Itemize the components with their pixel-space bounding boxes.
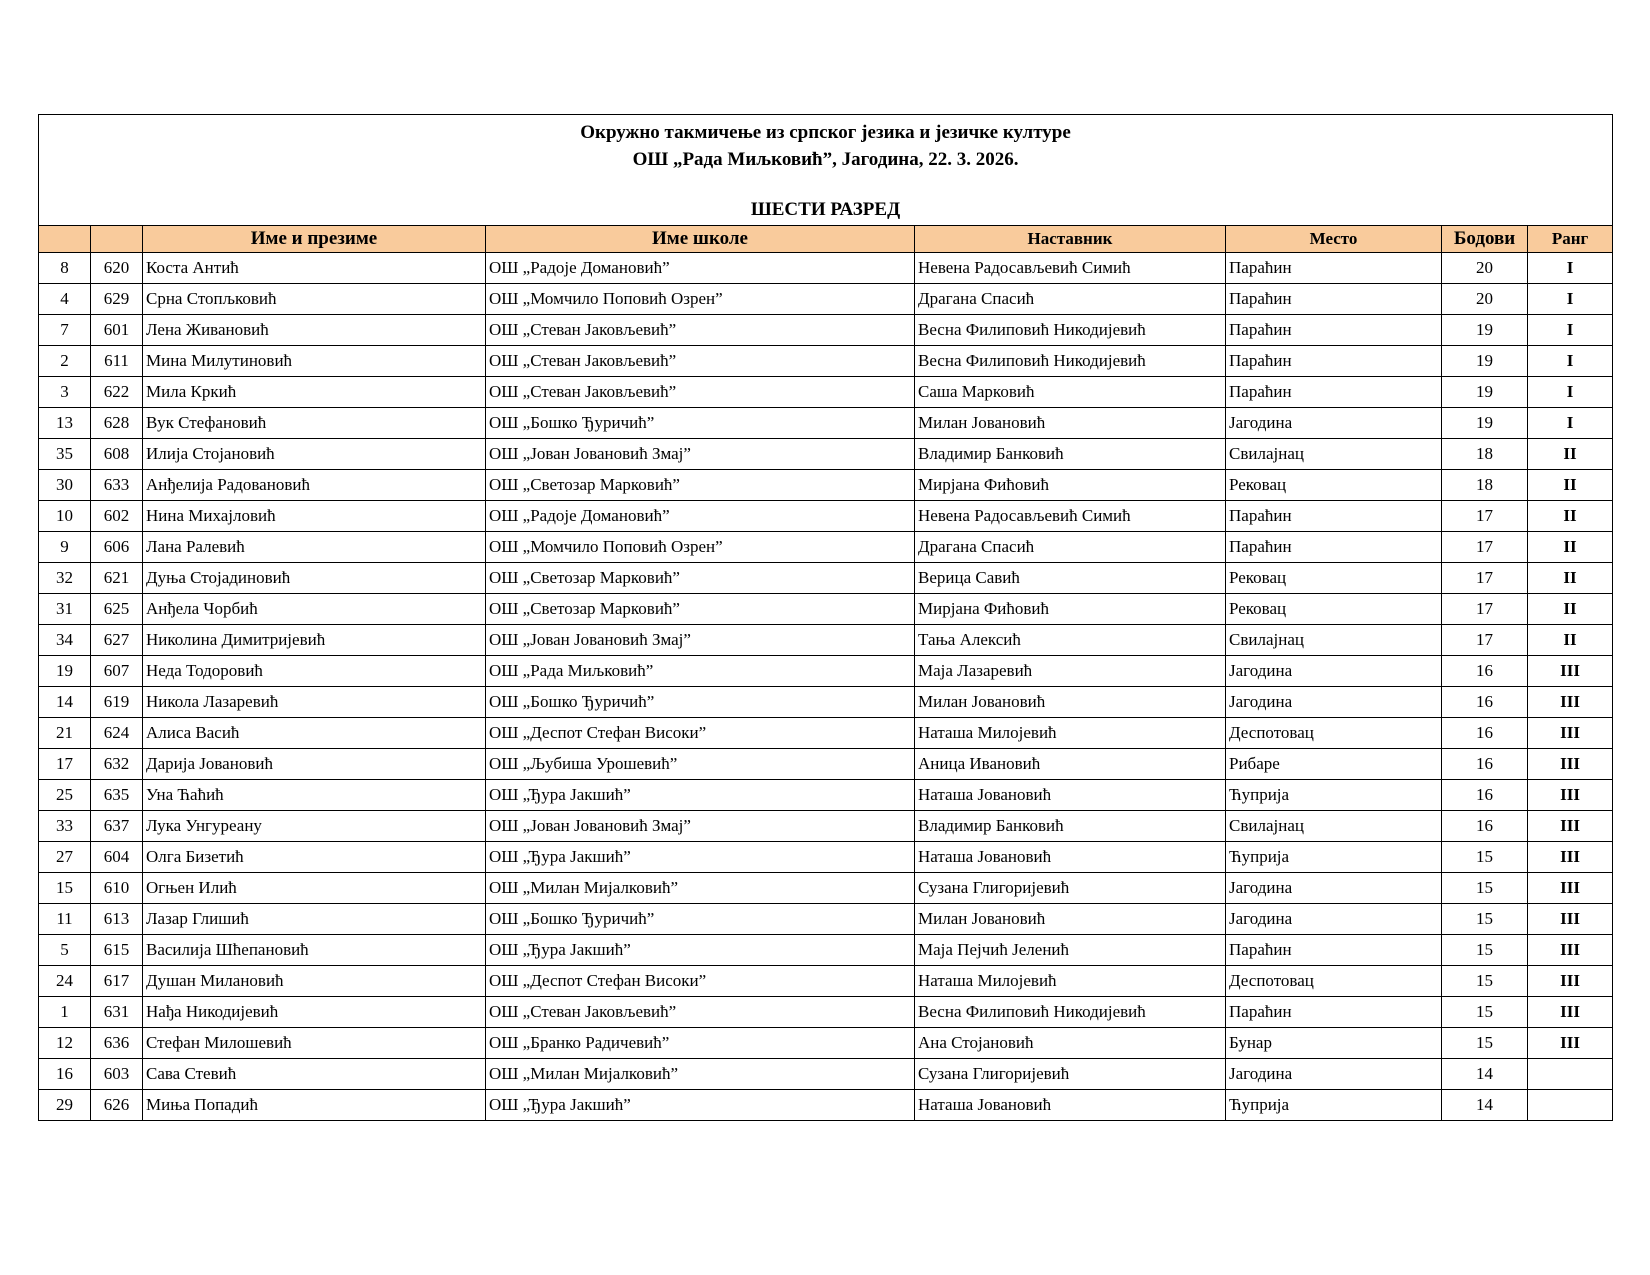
cell-place: Свилајнац	[1226, 811, 1442, 842]
table-row	[39, 811, 1613, 842]
cell-place: Деспотовац	[1226, 966, 1442, 997]
cell-teacher: Мирјана Фићовић	[915, 470, 1226, 501]
cell-name: Анђела Чорбић	[143, 594, 486, 625]
cell-num: 30	[39, 470, 91, 501]
cell-rank: III	[1528, 904, 1613, 935]
cell-code: 624	[91, 718, 143, 749]
cell-name: Лана Ралевић	[143, 532, 486, 563]
cell-school: ОШ „Стеван Јаковљевић”	[486, 377, 915, 408]
cell-rank: I	[1528, 346, 1613, 377]
cell-school: ОШ „Јован Јовановић Змај”	[486, 625, 915, 656]
cell-teacher: Сузана Глигоријевић	[915, 873, 1226, 904]
table-row	[39, 532, 1613, 563]
cell-points: 16	[1442, 656, 1528, 687]
cell-points: 18	[1442, 439, 1528, 470]
cell-teacher: Наташа Јовановић	[915, 842, 1226, 873]
cell-code: 615	[91, 935, 143, 966]
cell-rank: III	[1528, 687, 1613, 718]
cell-rank: III	[1528, 935, 1613, 966]
cell-name: Василија Шћепановић	[143, 935, 486, 966]
cell-num: 31	[39, 594, 91, 625]
cell-place: Параћин	[1226, 997, 1442, 1028]
cell-points: 15	[1442, 904, 1528, 935]
cell-num: 33	[39, 811, 91, 842]
cell-teacher: Маја Пејчић Јеленић	[915, 935, 1226, 966]
cell-rank: II	[1528, 563, 1613, 594]
cell-school: ОШ „Бошко Ђуричић”	[486, 687, 915, 718]
cell-school: ОШ „Стеван Јаковљевић”	[486, 346, 915, 377]
cell-points: 17	[1442, 563, 1528, 594]
cell-place: Ћуприја	[1226, 842, 1442, 873]
cell-num: 25	[39, 780, 91, 811]
cell-rank: III	[1528, 656, 1613, 687]
cell-place: Ћуприја	[1226, 780, 1442, 811]
cell-place: Рибаре	[1226, 749, 1442, 780]
cell-place: Рековац	[1226, 470, 1442, 501]
cell-name: Нина Михајловић	[143, 501, 486, 532]
cell-name: Сава Стевић	[143, 1059, 486, 1090]
cell-place: Јагодина	[1226, 873, 1442, 904]
cell-num: 14	[39, 687, 91, 718]
cell-name: Уна Ћаћић	[143, 780, 486, 811]
cell-place: Рековац	[1226, 563, 1442, 594]
table-row	[39, 966, 1613, 997]
cell-code: 617	[91, 966, 143, 997]
cell-num: 24	[39, 966, 91, 997]
cell-points: 19	[1442, 346, 1528, 377]
cell-place: Јагодина	[1226, 656, 1442, 687]
table-row	[39, 904, 1613, 935]
col-header-teacher: Наставник	[915, 226, 1226, 253]
cell-num: 2	[39, 346, 91, 377]
table-row	[39, 315, 1613, 346]
cell-name: Срна Стопљковић	[143, 284, 486, 315]
cell-school: ОШ „Светозар Марковић”	[486, 470, 915, 501]
cell-school: ОШ „Ђура Јакшић”	[486, 935, 915, 966]
cell-school: ОШ „Јован Јовановић Змај”	[486, 439, 915, 470]
cell-rank: III	[1528, 749, 1613, 780]
col-header-school: Име школе	[486, 226, 915, 253]
cell-teacher: Наташа Јовановић	[915, 780, 1226, 811]
cell-code: 633	[91, 470, 143, 501]
cell-school: ОШ „Милан Мијалковић”	[486, 873, 915, 904]
cell-school: ОШ „Деспот Стефан Високи”	[486, 718, 915, 749]
cell-teacher: Милан Јовановић	[915, 904, 1226, 935]
cell-points: 19	[1442, 408, 1528, 439]
cell-teacher: Милан Јовановић	[915, 408, 1226, 439]
cell-place: Параћин	[1226, 501, 1442, 532]
cell-place: Ћуприја	[1226, 1090, 1442, 1121]
cell-rank: I	[1528, 315, 1613, 346]
cell-points: 18	[1442, 470, 1528, 501]
table-row	[39, 687, 1613, 718]
cell-teacher: Аница Ивановић	[915, 749, 1226, 780]
cell-name: Огњен Илић	[143, 873, 486, 904]
cell-code: 635	[91, 780, 143, 811]
cell-code: 637	[91, 811, 143, 842]
table-row	[39, 625, 1613, 656]
cell-rank: III	[1528, 780, 1613, 811]
cell-teacher: Драгана Спасић	[915, 284, 1226, 315]
table-row	[39, 346, 1613, 377]
cell-points: 17	[1442, 532, 1528, 563]
table-row	[39, 377, 1613, 408]
cell-name: Лена Живановић	[143, 315, 486, 346]
cell-school: ОШ „Радоје Домановић”	[486, 253, 915, 284]
cell-num: 21	[39, 718, 91, 749]
cell-name: Стефан Милошевић	[143, 1028, 486, 1059]
cell-num: 3	[39, 377, 91, 408]
cell-rank: III	[1528, 718, 1613, 749]
cell-rank: III	[1528, 842, 1613, 873]
cell-rank: III	[1528, 811, 1613, 842]
cell-place: Свилајнац	[1226, 439, 1442, 470]
table-row	[39, 1059, 1613, 1090]
cell-school: ОШ „Момчило Поповић Озрен”	[486, 532, 915, 563]
cell-teacher: Маја Лазаревић	[915, 656, 1226, 687]
cell-num: 10	[39, 501, 91, 532]
cell-name: Илија Стојановић	[143, 439, 486, 470]
cell-code: 625	[91, 594, 143, 625]
table-row	[39, 1090, 1613, 1121]
cell-code: 636	[91, 1028, 143, 1059]
results-table	[38, 114, 1613, 1121]
cell-teacher: Весна Филиповић Никодијевић	[915, 346, 1226, 377]
cell-points: 19	[1442, 315, 1528, 346]
cell-rank: II	[1528, 532, 1613, 563]
cell-rank: III	[1528, 966, 1613, 997]
cell-school: ОШ „Ђура Јакшић”	[486, 842, 915, 873]
cell-num: 17	[39, 749, 91, 780]
cell-rank: I	[1528, 408, 1613, 439]
cell-name: Олга Бизетић	[143, 842, 486, 873]
cell-name: Дуња Стојадиновић	[143, 563, 486, 594]
cell-place: Деспотовац	[1226, 718, 1442, 749]
cell-teacher: Сузана Глигоријевић	[915, 1059, 1226, 1090]
col-header-points: Бодови	[1442, 226, 1528, 253]
cell-name: Неда Тодоровић	[143, 656, 486, 687]
cell-place: Параћин	[1226, 253, 1442, 284]
cell-teacher: Невена Радосављевић Симић	[915, 501, 1226, 532]
cell-teacher: Весна Филиповић Никодијевић	[915, 315, 1226, 346]
cell-num: 34	[39, 625, 91, 656]
cell-school: ОШ „Стеван Јаковљевић”	[486, 315, 915, 346]
cell-code: 620	[91, 253, 143, 284]
cell-school: ОШ „Ђура Јакшић”	[486, 1090, 915, 1121]
cell-rank: II	[1528, 594, 1613, 625]
title-block	[39, 115, 1613, 226]
table-row	[39, 470, 1613, 501]
cell-rank: II	[1528, 470, 1613, 501]
cell-num: 12	[39, 1028, 91, 1059]
column-header-row	[39, 226, 1613, 253]
cell-teacher: Саша Марковић	[915, 377, 1226, 408]
table-row	[39, 997, 1613, 1028]
cell-points: 20	[1442, 284, 1528, 315]
cell-rank: II	[1528, 625, 1613, 656]
col-header-rank: Ранг	[1528, 226, 1613, 253]
table-row	[39, 780, 1613, 811]
cell-points: 16	[1442, 718, 1528, 749]
cell-points: 14	[1442, 1059, 1528, 1090]
cell-points: 15	[1442, 873, 1528, 904]
cell-place: Јагодина	[1226, 687, 1442, 718]
cell-rank: III	[1528, 997, 1613, 1028]
cell-points: 19	[1442, 377, 1528, 408]
cell-school: ОШ „Бошко Ђуричић”	[486, 904, 915, 935]
cell-num: 15	[39, 873, 91, 904]
results-sheet	[38, 114, 1612, 1121]
cell-school: ОШ „Момчило Поповић Озрен”	[486, 284, 915, 315]
cell-school: ОШ „Бранко Радичевић”	[486, 1028, 915, 1059]
cell-school: ОШ „Светозар Марковић”	[486, 594, 915, 625]
cell-num: 19	[39, 656, 91, 687]
cell-teacher: Владимир Банковић	[915, 811, 1226, 842]
col-header-num	[39, 226, 91, 253]
cell-school: ОШ „Милан Мијалковић”	[486, 1059, 915, 1090]
cell-code: 622	[91, 377, 143, 408]
cell-place: Јагодина	[1226, 1059, 1442, 1090]
cell-teacher: Верица Савић	[915, 563, 1226, 594]
table-row	[39, 842, 1613, 873]
cell-code: 608	[91, 439, 143, 470]
cell-name: Душан Милановић	[143, 966, 486, 997]
cell-name: Никола Лазаревић	[143, 687, 486, 718]
cell-place: Параћин	[1226, 284, 1442, 315]
cell-rank: I	[1528, 377, 1613, 408]
cell-school: ОШ „Рада Миљковић”	[486, 656, 915, 687]
cell-code: 629	[91, 284, 143, 315]
cell-place: Параћин	[1226, 935, 1442, 966]
cell-teacher: Невена Радосављевић Симић	[915, 253, 1226, 284]
cell-code: 604	[91, 842, 143, 873]
cell-code: 607	[91, 656, 143, 687]
cell-school: ОШ „Јован Јовановић Змај”	[486, 811, 915, 842]
table-row	[39, 501, 1613, 532]
cell-code: 619	[91, 687, 143, 718]
cell-name: Дарија Јовановић	[143, 749, 486, 780]
cell-code: 632	[91, 749, 143, 780]
cell-name: Лука Унгуреану	[143, 811, 486, 842]
cell-school: ОШ „Љубиша Урошевић”	[486, 749, 915, 780]
cell-num: 16	[39, 1059, 91, 1090]
cell-name: Вук Стефановић	[143, 408, 486, 439]
cell-code: 627	[91, 625, 143, 656]
cell-name: Миња Попадић	[143, 1090, 486, 1121]
cell-code: 613	[91, 904, 143, 935]
cell-rank: III	[1528, 1028, 1613, 1059]
cell-place: Рековац	[1226, 594, 1442, 625]
cell-code: 603	[91, 1059, 143, 1090]
cell-place: Параћин	[1226, 532, 1442, 563]
table-row	[39, 749, 1613, 780]
cell-rank: I	[1528, 284, 1613, 315]
cell-code: 611	[91, 346, 143, 377]
cell-rank	[1528, 1059, 1613, 1090]
results-body	[39, 253, 1613, 1121]
cell-rank	[1528, 1090, 1613, 1121]
cell-points: 16	[1442, 811, 1528, 842]
cell-name: Лазар Глишић	[143, 904, 486, 935]
col-header-place: Место	[1226, 226, 1442, 253]
table-row	[39, 408, 1613, 439]
cell-teacher: Ана Стојановић	[915, 1028, 1226, 1059]
cell-teacher: Мирјана Фићовић	[915, 594, 1226, 625]
cell-place: Јагодина	[1226, 904, 1442, 935]
cell-school: ОШ „Ђура Јакшић”	[486, 780, 915, 811]
cell-points: 20	[1442, 253, 1528, 284]
cell-num: 35	[39, 439, 91, 470]
cell-code: 601	[91, 315, 143, 346]
cell-num: 7	[39, 315, 91, 346]
table-row	[39, 656, 1613, 687]
grade-heading: ШЕСТИ РАЗРЕД	[750, 199, 901, 220]
cell-teacher: Тања Алексић	[915, 625, 1226, 656]
cell-code: 610	[91, 873, 143, 904]
cell-place: Свилајнац	[1226, 625, 1442, 656]
cell-num: 11	[39, 904, 91, 935]
cell-num: 13	[39, 408, 91, 439]
cell-teacher: Наташа Јовановић	[915, 1090, 1226, 1121]
cell-points: 17	[1442, 594, 1528, 625]
cell-rank: II	[1528, 439, 1613, 470]
col-header-code	[91, 226, 143, 253]
cell-place: Параћин	[1226, 346, 1442, 377]
table-row	[39, 439, 1613, 470]
cell-teacher: Драгана Спасић	[915, 532, 1226, 563]
cell-rank: II	[1528, 501, 1613, 532]
cell-teacher: Милан Јовановић	[915, 687, 1226, 718]
cell-points: 14	[1442, 1090, 1528, 1121]
table-row	[39, 873, 1613, 904]
table-row	[39, 563, 1613, 594]
cell-teacher: Весна Филиповић Никодијевић	[915, 997, 1226, 1028]
table-row	[39, 935, 1613, 966]
cell-school: ОШ „Деспот Стефан Високи”	[486, 966, 915, 997]
cell-points: 17	[1442, 625, 1528, 656]
table-row	[39, 594, 1613, 625]
table-row	[39, 253, 1613, 284]
cell-points: 15	[1442, 935, 1528, 966]
cell-num: 32	[39, 563, 91, 594]
col-header-name: Име и презиме	[143, 226, 486, 253]
cell-place: Бунар	[1226, 1028, 1442, 1059]
cell-rank: III	[1528, 873, 1613, 904]
cell-name: Мила Кркић	[143, 377, 486, 408]
table-row	[39, 1028, 1613, 1059]
cell-code: 606	[91, 532, 143, 563]
cell-code: 626	[91, 1090, 143, 1121]
cell-points: 15	[1442, 842, 1528, 873]
cell-points: 15	[1442, 1028, 1528, 1059]
cell-place: Параћин	[1226, 315, 1442, 346]
cell-school: ОШ „Светозар Марковић”	[486, 563, 915, 594]
cell-code: 628	[91, 408, 143, 439]
cell-school: ОШ „Бошко Ђуричић”	[486, 408, 915, 439]
competition-title: Окружно такмичење из српског језика и језичке културе	[580, 122, 1071, 143]
cell-place: Јагодина	[1226, 408, 1442, 439]
cell-points: 15	[1442, 997, 1528, 1028]
cell-rank: I	[1528, 253, 1613, 284]
cell-school: ОШ „Радоје Домановић”	[486, 501, 915, 532]
cell-num: 4	[39, 284, 91, 315]
cell-name: Коста Антић	[143, 253, 486, 284]
cell-points: 16	[1442, 749, 1528, 780]
cell-num: 27	[39, 842, 91, 873]
cell-num: 29	[39, 1090, 91, 1121]
cell-num: 9	[39, 532, 91, 563]
venue-date: ОШ „Рада Миљковић”, Јагодина, 22. 3. 2026.	[632, 149, 1019, 170]
cell-teacher: Владимир Банковић	[915, 439, 1226, 470]
cell-num: 8	[39, 253, 91, 284]
cell-code: 621	[91, 563, 143, 594]
cell-name: Николина Димитријевић	[143, 625, 486, 656]
table-row	[39, 718, 1613, 749]
cell-school: ОШ „Стеван Јаковљевић”	[486, 997, 915, 1028]
cell-points: 16	[1442, 780, 1528, 811]
cell-num: 5	[39, 935, 91, 966]
cell-code: 602	[91, 501, 143, 532]
cell-points: 15	[1442, 966, 1528, 997]
cell-name: Алиса Васић	[143, 718, 486, 749]
cell-name: Мина Милутиновић	[143, 346, 486, 377]
cell-num: 1	[39, 997, 91, 1028]
cell-place: Параћин	[1226, 377, 1442, 408]
cell-teacher: Наташа Милојевић	[915, 966, 1226, 997]
cell-points: 17	[1442, 501, 1528, 532]
cell-name: Анђелија Радовановић	[143, 470, 486, 501]
cell-code: 631	[91, 997, 143, 1028]
cell-points: 16	[1442, 687, 1528, 718]
cell-name: Нађа Никодијевић	[143, 997, 486, 1028]
table-row	[39, 284, 1613, 315]
cell-teacher: Наташа Милојевић	[915, 718, 1226, 749]
